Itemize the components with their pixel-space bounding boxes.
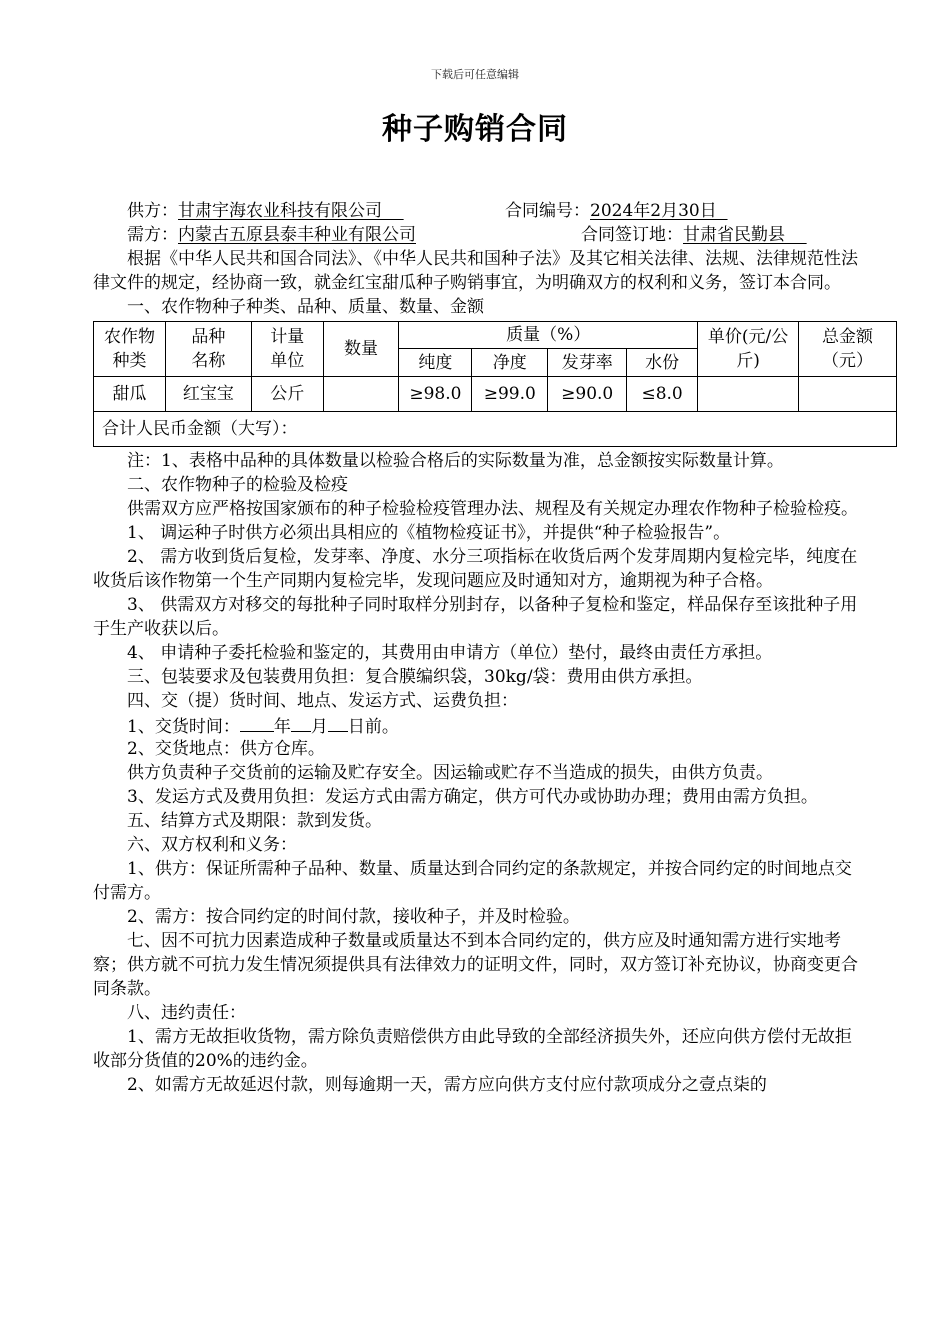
section-7: 七、因不可抗力因素造成种子数量或质量达不到本合同约定的，供方应及时通知需方进行实地考察；供方就不可抗力发生情况须提供具有法律效力的证明文件，同时，双方签订补充协议，协商变更合同条款。 bbox=[93, 931, 858, 999]
cell-germination: ≥90.0 bbox=[548, 377, 627, 412]
note-1: 注：1、表格中品种的具体数量以检验合格后的实际数量为准，总金额按实际数量计算。 bbox=[127, 451, 784, 471]
table-sum-row bbox=[94, 412, 897, 447]
section-4-paragraph-1: 供方负责种子交货前的运输及贮存安全。因运输或贮存不当造成的损失，由供方负责。 bbox=[127, 763, 773, 783]
delivery-place: 2、交货地点：供方仓库。 bbox=[127, 739, 325, 759]
section-3: 三、包装要求及包装费用负担：复合膜编织袋，30kg/袋：费用由供方承担。 bbox=[127, 667, 703, 687]
cell-purity: ≥98.0 bbox=[399, 377, 472, 412]
section-6-paragraph-1: 1、供方：保证所需种子品种、数量、质量达到合同约定的条款规定，并按合同约定的时间地点交付需方。 bbox=[93, 859, 852, 903]
contract-no-label: 合同编号： bbox=[505, 201, 590, 221]
delivery-year-blank bbox=[240, 713, 274, 732]
section-1-title: 一、农作物种子种类、品种、质量、数量、金额 bbox=[127, 297, 484, 317]
header-germination: 发芽率 bbox=[548, 349, 627, 377]
supplier-value: 甘肃宇海农业科技有限公司 bbox=[178, 201, 404, 221]
section-6-paragraph-2: 2、需方：按合同约定的时间付款，接收种子，并及时检验。 bbox=[127, 907, 580, 927]
sum-label: 合计人民币金额（大写）： bbox=[94, 412, 897, 447]
table-row bbox=[94, 377, 897, 412]
header-unit-price: 单价(元/公斤) bbox=[698, 322, 799, 377]
header-moisture: 水份 bbox=[627, 349, 698, 377]
header-variety: 品种名称 bbox=[165, 322, 251, 377]
cell-total bbox=[799, 377, 897, 412]
intro-paragraph: 根据《中华人民共和国合同法》、《中华人民共和国种子法》及其它相关法律、法规、法律规范性法律文件的规定，经协商一致，就金红宝甜瓜种子购销事宜，为明确双方的权利和义务，签订本合同。 bbox=[93, 249, 858, 293]
supplier-label: 供方： bbox=[127, 201, 178, 221]
cell-crop: 甜瓜 bbox=[94, 377, 166, 412]
buyer-row bbox=[93, 223, 863, 247]
cell-moisture: ≤8.0 bbox=[627, 377, 698, 412]
section-2-paragraph-0: 供需双方应严格按国家颁布的种子检验检疫管理办法、规程及有关规定办理农作物种子检验检疫。 bbox=[127, 499, 858, 519]
section-4-title: 四、交（提）货时间、地点、发运方式、运费负担： bbox=[127, 691, 518, 711]
header-note: 下载后可任意编辑 bbox=[431, 68, 519, 81]
delivery-day-blank bbox=[328, 713, 348, 732]
section-2-paragraph-2: 2、 需方收到货后复检，发芽率、净度、水分三项指标在收货后两个发芽周期内复检完毕，纯度在收货后该作物第一个生产同期内复检完毕，发现问题应及时通知对方，逾期视为种子合格。 bbox=[93, 547, 858, 591]
section-6-title: 六、双方权利和义务： bbox=[127, 835, 297, 855]
section-8-title: 八、违约责任： bbox=[127, 1003, 246, 1023]
contract-body bbox=[93, 199, 873, 1097]
delivery-day-label: 日前。 bbox=[347, 717, 399, 737]
supplier-row bbox=[93, 199, 863, 223]
seed-table bbox=[93, 321, 897, 447]
contract-title: 种子购销合同 bbox=[382, 112, 568, 147]
section-2-paragraph-3: 3、 供需双方对移交的每批种子同时取样分别封存，以备种子复检和鉴定，样品保存至该批种子用于生产收获以后。 bbox=[93, 595, 858, 639]
delivery-month-label: 月 bbox=[310, 717, 328, 737]
header-purity: 纯度 bbox=[399, 349, 472, 377]
section-8-paragraph-1: 1、需方无故拒收货物，需方除负责赔偿供方由此导致的全部经济损失外，还应向供方偿付无故拒收部分货值的20%的违约金。 bbox=[93, 1027, 852, 1071]
header-unit: 计量单位 bbox=[251, 322, 323, 377]
cell-cleanliness: ≥99.0 bbox=[472, 377, 548, 412]
delivery-month-blank bbox=[291, 713, 311, 732]
contract-no-value: 2024年2月30日 bbox=[590, 201, 728, 221]
delivery-time-label: 1、交货时间： bbox=[127, 717, 240, 737]
header-quantity: 数量 bbox=[323, 322, 399, 377]
header-quality: 质量（%） bbox=[399, 322, 698, 349]
table-header-row bbox=[94, 322, 897, 349]
delivery-time-line bbox=[93, 713, 863, 737]
section-8-paragraph-2: 2、如需方无故延迟付款，则每逾期一天，需方应向供方支付应付款项成分之壹点柒的 bbox=[127, 1075, 767, 1095]
section-4-paragraph-2: 3、发运方式及费用负担：发运方式由需方确定，供方可代办或协助办理；费用由需方负担。 bbox=[127, 787, 818, 807]
sign-place-label: 合同签订地： bbox=[581, 225, 683, 245]
header-cleanliness: 净度 bbox=[472, 349, 548, 377]
cell-unit: 公斤 bbox=[251, 377, 323, 412]
cell-quantity bbox=[323, 377, 399, 412]
buyer-value: 内蒙古五原县泰丰种业有限公司 bbox=[178, 225, 416, 245]
cell-unit-price bbox=[698, 377, 799, 412]
buyer-label: 需方： bbox=[127, 225, 178, 245]
delivery-year-label: 年 bbox=[273, 717, 291, 737]
cell-variety: 红宝宝 bbox=[165, 377, 251, 412]
section-2-paragraph-4: 4、 申请种子委托检验和鉴定的，其费用由申请方（单位）垫付，最终由责任方承担。 bbox=[127, 643, 773, 663]
section-2-paragraph-1: 1、 调运种子时供方必须出具相应的《植物检疫证书》，并提供“种子检验报告”。 bbox=[127, 523, 731, 543]
header-crop: 农作物种类 bbox=[94, 322, 166, 377]
section-2-title: 二、农作物种子的检验及检疫 bbox=[127, 475, 348, 495]
header-total: 总金额（元） bbox=[799, 322, 897, 377]
section-5: 五、结算方式及期限：款到发货。 bbox=[127, 811, 382, 831]
sign-place-value: 甘肃省民勤县 bbox=[683, 225, 807, 245]
